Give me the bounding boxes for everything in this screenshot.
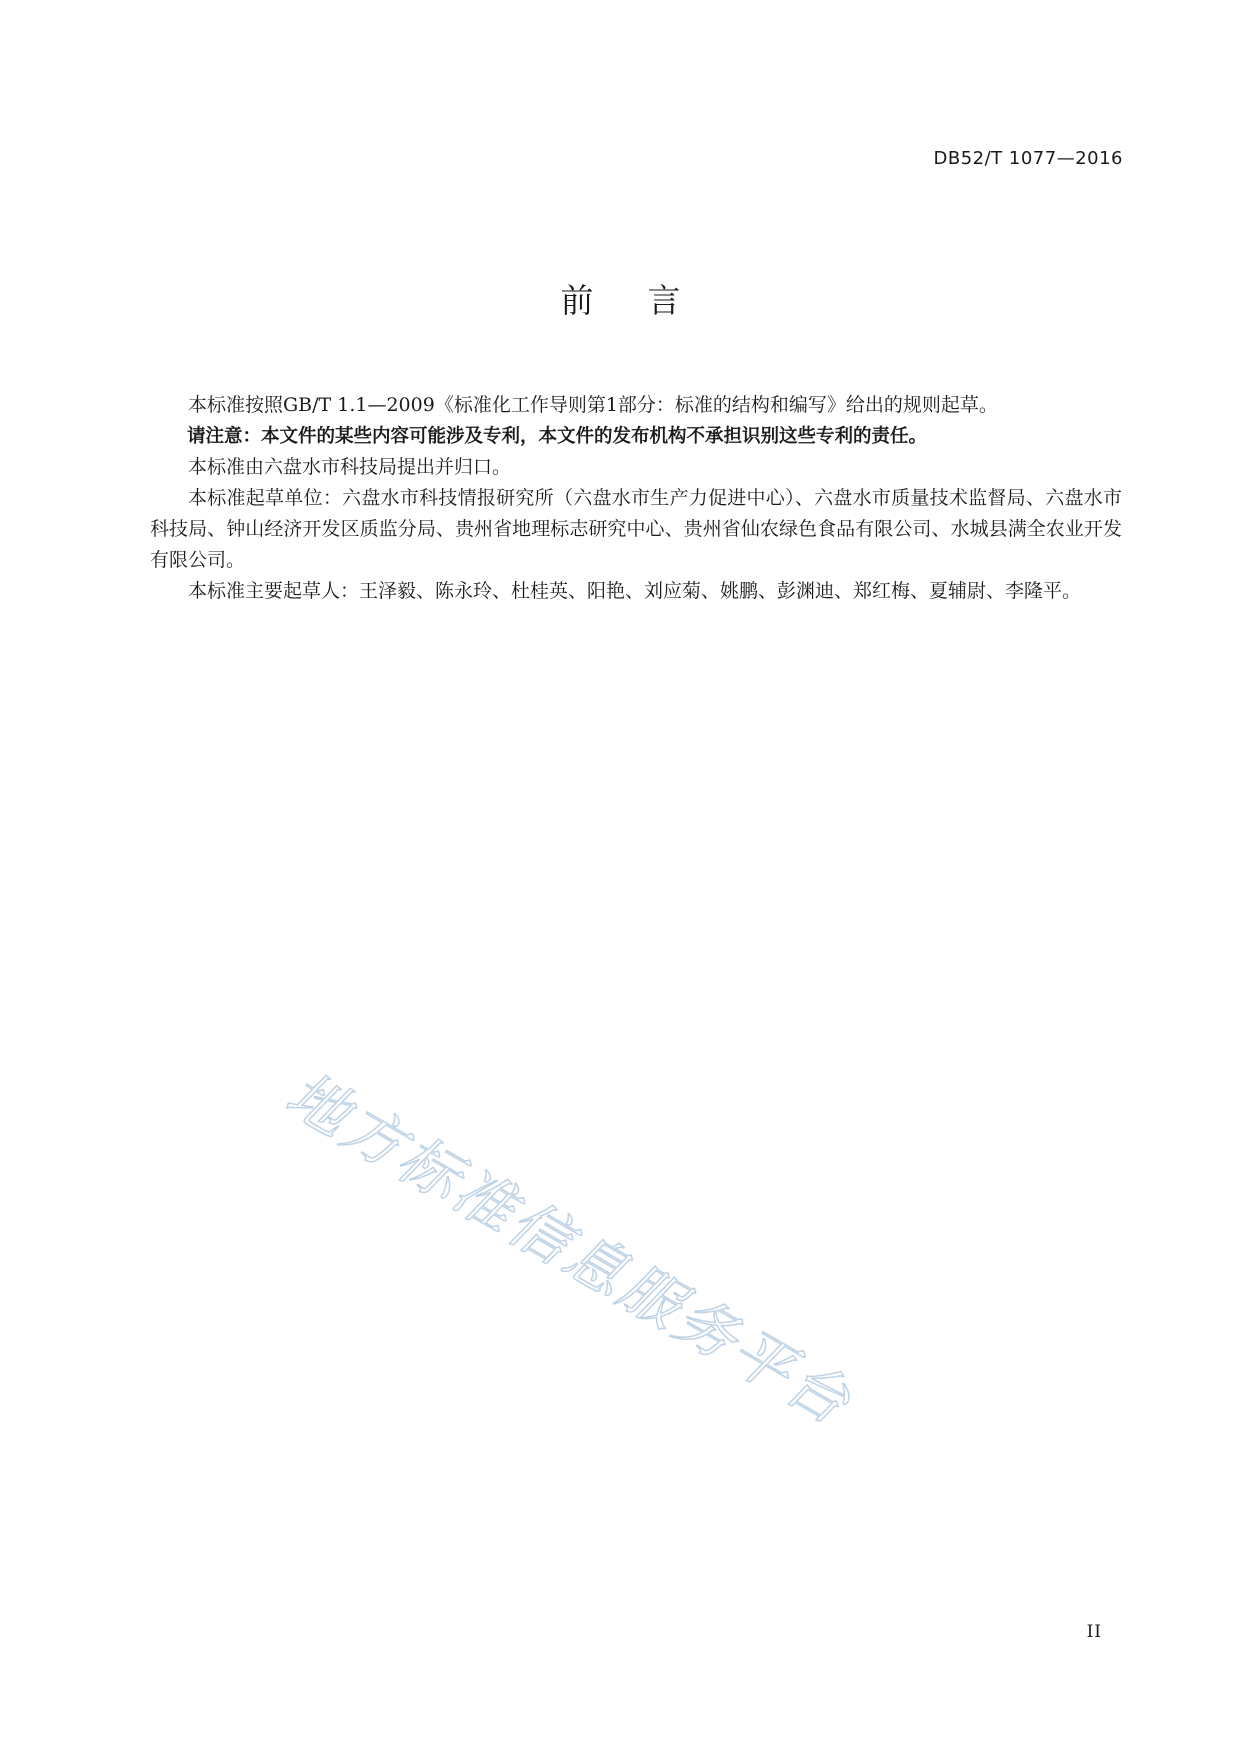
paragraph-drafting-units: 本标准起草单位：六盘水市科技情报研究所（六盘水市生产力促进中心）、六盘水市质量技术监督局、六盘水市科技局、钟山经济开发区质监分局、贵州省地理标志研究中心、贵州省仙农绿色食品有限公司、水城县满全农业开发有限公司。 xyxy=(150,487,1122,571)
paragraph-drafting-rules: 本标准按照GB/T 1.1—2009《标准化工作导则第1部分：标准的结构和编写》给出的规则起草。 xyxy=(188,394,998,416)
page-number: II xyxy=(1086,1622,1102,1642)
paragraph-drafters: 本标准主要起草人：王泽毅、陈永玲、杜桂英、阳艳、刘应菊、姚鹏、彭渊迪、郑红梅、夏辅尉、李隆平。 xyxy=(188,580,1082,602)
paragraph-proposer: 本标准由六盘水市科技局提出并归口。 xyxy=(188,456,512,478)
foreword-body xyxy=(150,390,1122,607)
standard-code: DB52/T 1077—2016 xyxy=(933,148,1123,169)
section-title: 前言 xyxy=(560,281,735,320)
watermark: 地方标准信息服务平台 xyxy=(274,1059,864,1440)
paragraph-patent-notice: 请注意：本文件的某些内容可能涉及专利，本文件的发布机构不承担识别这些专利的责任。 xyxy=(187,426,928,447)
